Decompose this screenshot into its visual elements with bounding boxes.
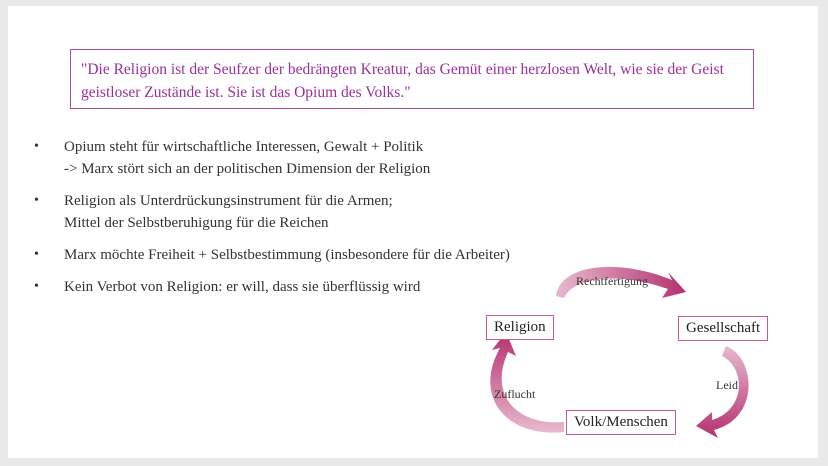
edge-label-zuflucht: Zuflucht [494, 387, 536, 401]
node-volk-menschen: Volk/Menschen [566, 410, 676, 435]
bullet-text: Opium steht für wirtschaftliche Interessen, Gewalt + Politik [64, 139, 424, 155]
bullet-dot: • [34, 193, 39, 208]
bullet-dot: • [34, 279, 39, 294]
bullet-dot: • [34, 247, 39, 262]
edge-label-leid: Leid [716, 378, 738, 392]
bullet-dot: • [34, 139, 39, 154]
bullet-text: Religion als Unterdrückungsinstrument für die Armen; [64, 193, 393, 209]
node-gesellschaft: Gesellschaft [678, 316, 768, 341]
bullet-text: Kein Verbot von Religion: er will, dass sie überflüssig wird [64, 279, 421, 295]
marx-quote: "Die Religion ist der Seufzer der bedrängten Kreatur, das Gemüt einer herzlosen Welt, wie sie der Geist geistloser Zustände ist. Sie ist das Opium des Volks." [70, 49, 754, 109]
bullet-text: -> Marx stört sich an der politischen Dimension der Religion [64, 161, 431, 177]
node-religion: Religion [486, 315, 554, 340]
bullet-text: Mittel der Selbstberuhigung für die Reichen [64, 215, 329, 231]
arrow-zuflucht [490, 332, 564, 433]
cycle-arrows [8, 6, 818, 458]
slide [8, 6, 818, 458]
bullet-text: Marx möchte Freiheit + Selbstbestimmung (insbesondere für die Arbeiter) [64, 247, 510, 263]
edge-label-rechtfertigung: Rechtfertigung [576, 274, 648, 288]
